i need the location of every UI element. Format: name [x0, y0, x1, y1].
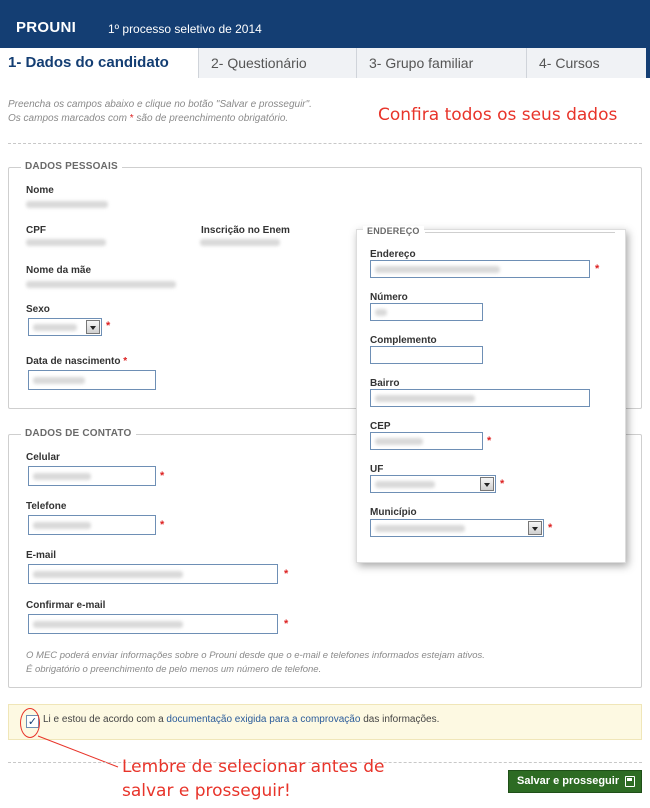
label-uf: UF	[370, 464, 384, 475]
required-star: *	[106, 320, 111, 332]
instructions-text-b: são de preenchimento obrigatório.	[133, 113, 289, 124]
documentation-link[interactable]: documentação exigida para a comprovação	[166, 714, 361, 725]
process-subtitle: 1º processo seletivo de 2014	[108, 22, 262, 36]
label-bairro: Bairro	[370, 378, 400, 389]
annotation-select-reminder	[122, 755, 385, 803]
label-email: E-mail	[26, 550, 57, 561]
required-star: *	[595, 263, 600, 275]
tab-dados-candidato[interactable]: 1- Dados do candidato	[0, 48, 198, 78]
save-button-label: Salvar e prosseguir	[517, 775, 620, 787]
label-numero: Número	[370, 292, 408, 303]
required-star: *	[548, 522, 553, 534]
legend-dados-contato: DADOS DE CONTATO	[21, 428, 136, 439]
label-inscricao-enem: Inscrição no Enem	[201, 225, 290, 236]
required-star: *	[129, 113, 134, 124]
required-star: *	[160, 519, 165, 531]
label-cep: CEP	[370, 421, 391, 432]
annotation-line-2: salvar e prosseguir!	[122, 781, 291, 801]
tab-cursos[interactable]: 4- Cursos	[526, 48, 646, 78]
label-celular: Celular	[26, 452, 60, 463]
label-endereco: Endereço	[370, 249, 416, 260]
tab-questionario[interactable]: 2- Questionário	[198, 48, 356, 78]
brand-logo[interactable]: PROUNI	[16, 19, 77, 36]
required-star: *	[160, 470, 165, 482]
agreement-checkbox[interactable]: ✓	[27, 715, 38, 728]
label-confirmar-email: Confirmar e-mail	[26, 600, 106, 611]
annotation-line-1: Lembre de selecionar antes de	[122, 757, 385, 777]
legend-endereco: ENDEREÇO	[363, 226, 424, 236]
instructions-text-a: Os campos marcados com	[8, 113, 130, 124]
required-star: *	[123, 356, 128, 367]
notice-line-2: É obrigatório o preenchimento de pelo menos um número de telefone.	[26, 664, 322, 675]
notice-line-1: O MEC poderá enviar informações sobre o Prouni desde que o e-mail e telefones informados estejam ativos.	[26, 650, 485, 661]
required-star: *	[284, 618, 289, 630]
instructions-line-1: Preencha os campos abaixo e clique no botão "Salvar e prosseguir".	[8, 99, 312, 110]
label-sexo: Sexo	[26, 304, 50, 315]
required-star: *	[284, 568, 289, 580]
agreement-text-before: Li e estou de acordo com a	[43, 714, 167, 725]
required-star: *	[487, 435, 492, 447]
legend-dados-pessoais: DADOS PESSOAIS	[21, 161, 122, 172]
required-star: *	[500, 478, 505, 490]
label-complemento: Complemento	[370, 335, 437, 346]
floppy-disk-icon	[625, 776, 635, 787]
label-data-nascimento-text: Data de nascimento	[26, 356, 121, 367]
label-nome: Nome	[26, 185, 54, 196]
label-municipio: Município	[370, 507, 417, 518]
save-and-continue-button[interactable]	[508, 770, 642, 793]
label-nome-mae: Nome da mãe	[26, 265, 92, 276]
agreement-text-after: das informações.	[360, 714, 440, 725]
label-cpf: CPF	[26, 225, 46, 236]
tab-grupo-familiar[interactable]: 3- Grupo familiar	[356, 48, 526, 78]
label-telefone: Telefone	[26, 501, 67, 512]
annotation-check-data: Confira todos os seus dados	[378, 105, 618, 125]
